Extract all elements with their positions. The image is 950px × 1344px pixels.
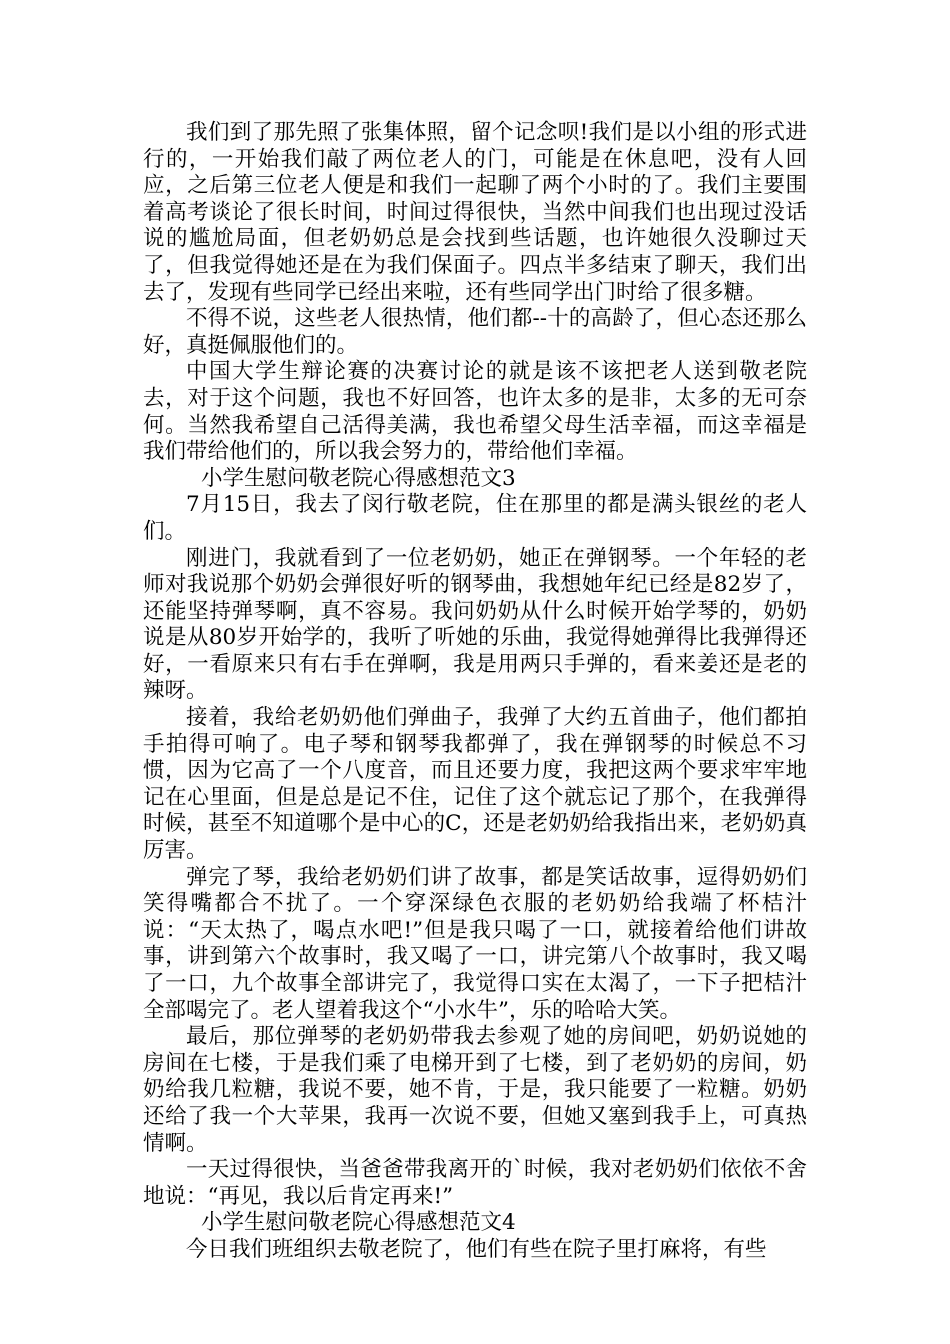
paragraph: 不得不说，这些老人很热情，他们都--十的高龄了，但心态还那么好，真挺佩服他们的。	[143, 306, 807, 358]
paragraph: 7月15日，我去了闵行敬老院，住在那里的都是满头银丝的老人们。	[143, 492, 807, 544]
section-heading-3: 小学生慰问敬老院心得感想范文3	[201, 465, 516, 491]
paragraph: 接着，我给老奶奶他们弹曲子，我弹了大约五首曲子，他们都拍手拍得可响了。电子琴和钢琴我都弹了，我在弹钢琴的时候总不习惯，因为它高了一个八度音，而且还要力度，我把这两个要求牢牢地记在心里面，但是总是记不住，记住了这个就忘记了那个，在我弹得时候，甚至不知道哪个是中心的C，还是老奶奶给我指出来，老奶奶真厉害。	[143, 705, 807, 864]
document-body	[143, 120, 807, 1264]
section-heading-4: 小学生慰问敬老院心得感想范文4	[201, 1210, 516, 1236]
paragraph: 刚进门，我就看到了一位老奶奶，她正在弹钢琴。一个年轻的老师对我说那个奶奶会弹很好听的钢琴曲，我想她年纪已经是82岁了，还能坚持弹琴啊，真不容易。我问奶奶从什么时候开始学琴的，奶奶说是从80岁开始学的，我听了听她的乐曲，我觉得她弹得比我弹得还好，一看原来只有右手在弹啊，我是用两只手弹的，看来姜还是老的辣呀。	[143, 545, 807, 704]
paragraph: 中国大学生辩论赛的决赛讨论的就是该不该把老人送到敬老院去，对于这个问题，我也不好回答，也许太多的是非，太多的无可奈何。当然我希望自己活得美满，我也希望父母生活幸福，而这幸福是我们带给他们的，所以我会努力的，带给他们幸福。	[143, 359, 807, 465]
paragraph: 弹完了琴，我给老奶奶们讲了故事，都是笑话故事，逗得奶奶们笑得嘴都合不扰了。一个穿深绿色衣服的老奶奶给我端了杯桔汁说：“天太热了，喝点水吧!”但是我只喝了一口，就接着给他们讲故事，讲到第六个故事时，我又喝了一口，讲完第八个故事时，我又喝了一口，九个故事全部讲完了，我觉得口实在太渴了，一下子把桔汁全部喝完了。老人望着我这个“小水牛”，乐的哈哈大笑。	[143, 864, 807, 1023]
paragraph: 最后，那位弹琴的老奶奶带我去参观了她的房间吧，奶奶说她的房间在七楼，于是我们乘了电梯开到了七楼，到了老奶奶的房间，奶奶给我几粒糖，我说不要，她不肯，于是，我只能要了一粒糖。奶奶还给了我一个大苹果，我再一次说不要，但她又塞到我手上，可真热情啊。	[143, 1024, 807, 1156]
paragraph: 我们到了那先照了张集体照，留个记念呗!我们是以小组的形式进行的，一开始我们敲了两位老人的门，可能是在休息吧，没有人回应，之后第三位老人便是和我们一起聊了两个小时的了。我们主要围着高考谈论了很长时间，时间过得很快，当然中间我们也出现过没话说的尴尬局面，但老奶奶总是会找到些话题，也许她很久没聊过天了，但我觉得她还是在为我们保面子。四点半多结束了聊天，我们出去了，发现有些同学已经出来啦，还有些同学出门时给了很多糖。	[143, 120, 807, 305]
paragraph: 今日我们班组织去敬老院了，他们有些在院子里打麻将，有些	[186, 1236, 767, 1262]
paragraph: 一天过得很快，当爸爸带我离开的`时候，我对老奶奶们依依不舍地说：“再见，我以后肯定再来!”	[143, 1157, 807, 1209]
